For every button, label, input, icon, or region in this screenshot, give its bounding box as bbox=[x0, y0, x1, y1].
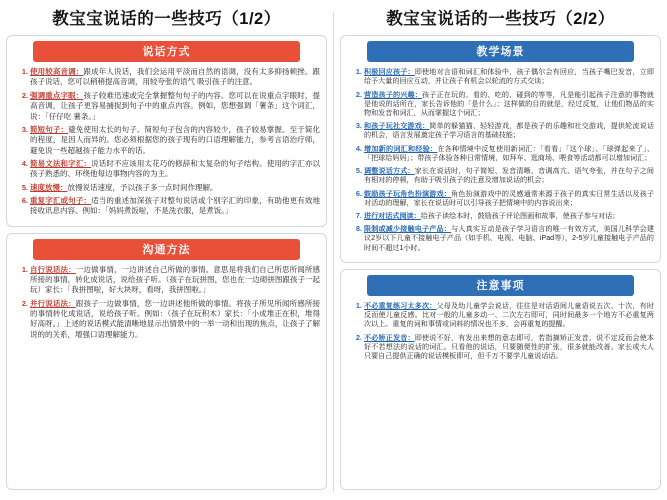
item-label: 使用较高音调： bbox=[30, 67, 84, 77]
list-item bbox=[364, 144, 654, 163]
list-item bbox=[364, 121, 654, 140]
item-text: 跟孩子一边做事情，您一边讲述他所做的事情。将孩子所见所闻所感所接的事情转化成说话，说给孩子听。例如：（孩子在玩积木）家长：「小成堆正在积，堆得好高呀。」上述的说话模式能清晰地显示出情景中的一举一动和出现的焦点，让孩子了解说的的关系，增强口语理解能力。 bbox=[30, 298, 321, 339]
item-label: 进行对话式阅读： bbox=[364, 211, 421, 220]
section-band-speaking-style: 说话方式 bbox=[33, 41, 300, 62]
section-band-teaching-scenarios: 教学场景 bbox=[367, 41, 634, 62]
right-column bbox=[340, 8, 661, 496]
item-label: 增加新的词汇和经验： bbox=[364, 144, 438, 153]
item-text: 跟成年人说话，我们会运用平淡而自然的语调，没有太多抑扬顿挫。跟孩子说话，您可以稍稍提高音调，用较夸张的语气 吸引孩子的注意。 bbox=[30, 67, 321, 87]
card-communication-method bbox=[6, 233, 327, 490]
item-text: 孩子较难迅速或完全掌握整句句子的内容。您可以在说重点字眼时，提高音调，让孩子更容易捕捉到句子中的重点内容。例如，您想强调「薯条」这个词汇，说：「仔仔吃 薯条。」 bbox=[30, 90, 321, 121]
list-teaching-scenarios bbox=[347, 67, 654, 253]
item-text: 家长在说话时，句子简短、发音清晰、音调高亢、语气夸张，并在句子之间有相对的停顿，有助于吸引孩子的注意及增加说话的机会； bbox=[364, 167, 655, 185]
list-item bbox=[364, 301, 654, 330]
item-label: 鼓励孩子玩角色扮演游戏： bbox=[364, 189, 452, 198]
item-text: 避免使用太长的句子。简短句子包含的内容较少，孩子较易掌握。至于简化的程度，是因人而异的。您必须根据您的孩子现有的口语理解能力，参考言语治疗师，避免说一些超越孩子能力水平的话。 bbox=[30, 124, 321, 155]
list-item bbox=[364, 90, 654, 119]
card-cautions bbox=[340, 269, 661, 490]
item-label: 不必重复练习太多次： bbox=[364, 301, 437, 310]
list-item bbox=[30, 159, 320, 180]
item-label: 重复字汇或句子： bbox=[30, 195, 92, 205]
item-text: 一边做事情，一边讲述自己所做的事情。意思是将我们自己所思所闻所感所接的事情，转化成说话，说给孩子听。（孩子在玩拼图，您也在一边砌拼图跟孩子一起玩）家长：「我拼图啦，好大块呀，看呀，我拼图啦。」 bbox=[30, 264, 321, 295]
item-text: 即使地对言语和词汇和体验中，孩子偶尔会有回应，当孩子嘴巴发音，立即给予大量的回应互动，并让孩子有机会以轮流的方式交谈； bbox=[364, 68, 655, 86]
item-label: 不必矫正发音： bbox=[364, 333, 415, 342]
list-item bbox=[30, 91, 320, 122]
list-item bbox=[30, 183, 320, 193]
item-label: 限制或减少接触电子产品： bbox=[364, 225, 452, 234]
item-text: 适当的重述加深孩子对整句说话或个别字汇的印象，有助他更有效地接收讯息内容。例如：「妈妈煮饭啦，不是洗衣服，是煮饭。」 bbox=[30, 195, 321, 216]
list-communication-method bbox=[13, 265, 320, 340]
item-text: 与人真实互动是孩子学习语言的唯一有效方式，美国儿科学会建议2岁以下儿童不接触电子产品（如手机、电视、电脑、iPad等），2-5岁儿童接触电子产品的时间不超过1小时。 bbox=[364, 225, 655, 252]
item-label: 强调重点字眼： bbox=[30, 90, 84, 100]
item-label: 自行说话法： bbox=[30, 264, 76, 274]
card-teaching-scenarios bbox=[340, 35, 661, 263]
item-label: 速度放慢： bbox=[30, 182, 68, 192]
list-item bbox=[364, 67, 654, 86]
item-text: 放慢说话速度，予以孩子多一点时间作理解。 bbox=[67, 182, 218, 192]
list-item bbox=[364, 166, 654, 185]
right-page-title: 教宝宝说话的一些技巧（2/2） bbox=[386, 10, 615, 28]
list-cautions bbox=[347, 301, 654, 361]
list-item bbox=[30, 265, 320, 296]
item-label: 简易文法和字汇： bbox=[30, 158, 92, 168]
list-speaking-style bbox=[13, 67, 320, 216]
list-item bbox=[364, 189, 654, 208]
list-item bbox=[30, 125, 320, 156]
list-item bbox=[30, 67, 320, 88]
list-item bbox=[364, 333, 654, 362]
section-band-communication-method: 沟通方法 bbox=[33, 239, 300, 260]
left-column bbox=[6, 8, 327, 496]
item-text: 孩子正在玩的、看的、吃的、碰到的等等，凡是能引起孩子注意的事物就是他说的话所在，家长告诉他的「是什么」；这样做的目的就是，经过反复，让他们物品的实物和发音和词汇，从而掌握这个词汇； bbox=[364, 90, 655, 118]
item-label: 调整说话方式： bbox=[364, 167, 415, 176]
item-text: 在各种情境中反复使用新词汇：「看看」「这个球」、「球弹起来了」、「把球给妈妈」；带孩子体验各种日常情境，如拜车、逛商场、喂食等活动都可以增加词汇； bbox=[364, 144, 655, 162]
list-item bbox=[364, 211, 654, 221]
item-text: 角色扮演游戏中的灵感通常来源于孩子的真实日常生活以及孩子对活动的理解，家长在说话时可以引导孩子把情境中的内容说出来； bbox=[364, 189, 655, 207]
item-label: 和孩子玩社交游戏： bbox=[364, 122, 430, 131]
item-text: 给孩子读绘本时，鼓励孩子评论图画和故事，使孩子参与对话； bbox=[420, 211, 620, 220]
item-label: 并行说话法： bbox=[30, 298, 76, 308]
item-label: 积极回应孩子： bbox=[364, 68, 415, 77]
item-text: 即使说不好，有发出来想的意志即可，若指摘矫正发音，说不定反而会使本好不若想法的说话的词汇。只看他的说话，只要随便性的扩张，很多就能改善。家长或大人只要自己提供正确的说话模板即可，但千万不要学儿童说话话。 bbox=[364, 333, 655, 360]
list-item bbox=[30, 196, 320, 217]
item-text: 父母及幼儿童学会说话，往往是对话语间儿童语说五次、十次，有时反而使儿童反感。比对一般的儿童多动一、二次左右即可，同时间最多一个地方不必重复两次以上。重复的词和事情或词料的情况也不多，会再重复的提醒。 bbox=[364, 301, 655, 329]
section-band-cautions: 注意事项 bbox=[367, 275, 634, 296]
item-label: 简短句子： bbox=[30, 124, 69, 134]
item-text: 说话时不应该用太花巧的修辞和太复杂的句子结构。使用的字汇亦以孩子熟悉的、环绕他每边事物内容的为主。 bbox=[30, 158, 321, 179]
item-label: 营造孩子的兴趣： bbox=[364, 90, 423, 99]
left-page-title: 教宝宝说话的一些技巧（1/2） bbox=[52, 10, 281, 28]
list-item bbox=[30, 299, 320, 340]
list-item bbox=[364, 224, 654, 253]
item-text: 简单的躲猫猫、轻轻游戏，都是孩子的乐趣和社交游戏，提供轮流说话的机会，语言发展奠定孩子学习语言的基础技能； bbox=[364, 122, 655, 140]
card-speaking-style bbox=[6, 35, 327, 226]
column-divider bbox=[333, 12, 334, 492]
